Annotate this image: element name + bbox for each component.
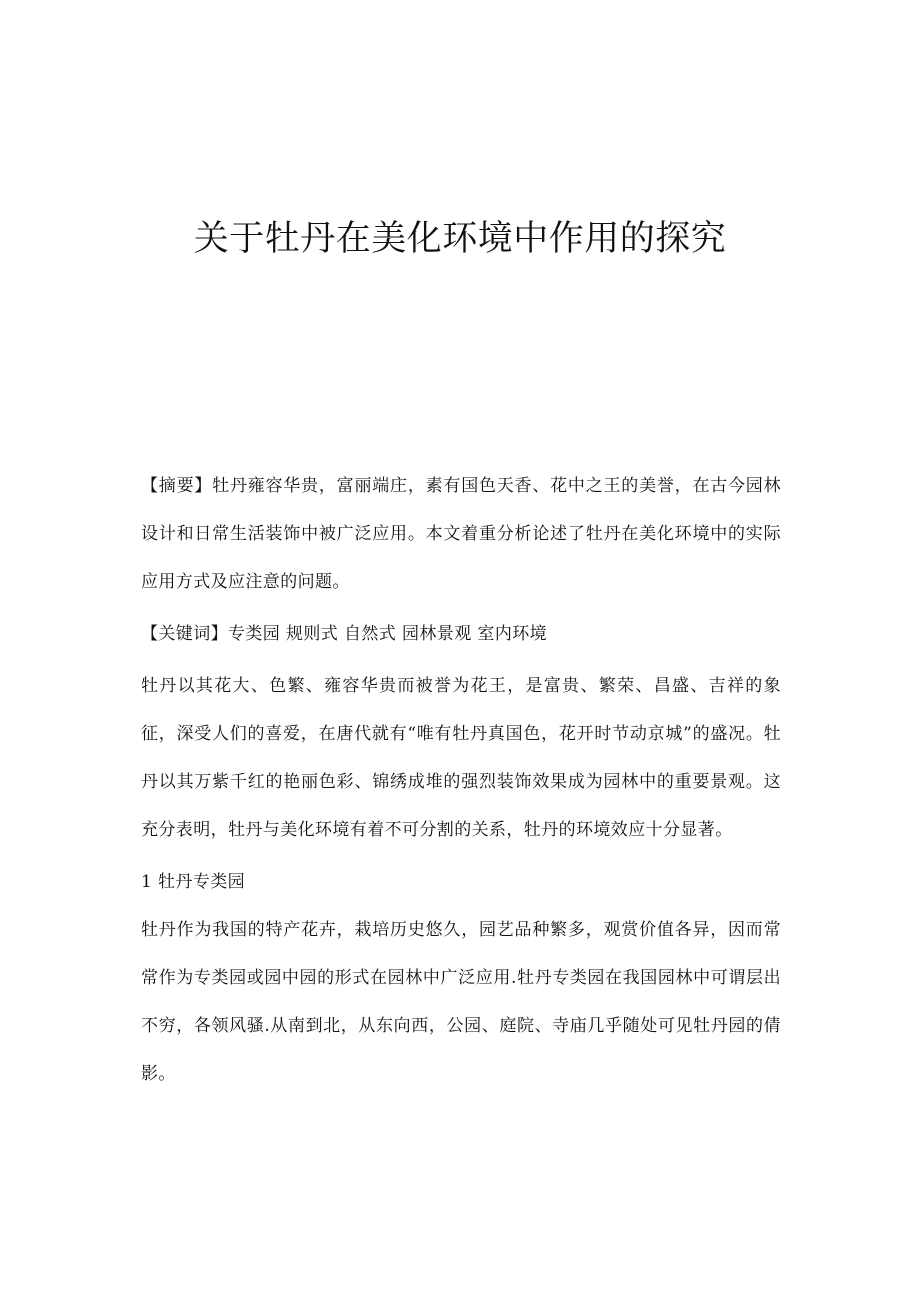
section-1-heading: 1 牡丹专类园 <box>141 872 246 892</box>
document-title: 关于牡丹在美化环境中作用的探究 <box>193 219 727 259</box>
keywords-paragraph: 【关键词】专类园 规则式 自然式 园林景观 室内环境 <box>141 624 548 644</box>
intro-paragraph: 牡丹以其花大、色繁、雍容华贵而被誉为花王，是富贵、繁荣、昌盛、吉祥的象征，深受人们的喜爱，在唐代就有“唯有牡丹真国色，花开时节动京城”的盛况。牡丹以其万紫千红的艳丽色彩、锦绣成堆的强烈装饰效果成为园林中的重要景观。这充分表明，牡丹与美化环境有着不可分割的关系，牡丹的环境效应十分显著。 <box>141 676 781 840</box>
abstract-paragraph: 【摘要】牡丹雍容华贵，富丽端庄，素有国色天香、花中之王的美誉，在古今园林设计和日常生活装饰中被广泛应用。本文着重分析论述了牡丹在美化环境中的实际应用方式及应注意的问题。 <box>141 476 781 592</box>
section-1-paragraph: 牡丹作为我国的特产花卉，栽培历史悠久，园艺品种繁多，观赏价值各异，因而常常作为专类园或园中园的形式在园林中广泛应用.牡丹专类园在我国园林中可谓层出不穷，各领风骚.从南到北，从东向西，公园、庭院、寺庙几乎随处可见牡丹园的倩影。 <box>141 920 781 1084</box>
document-body <box>141 462 781 1098</box>
